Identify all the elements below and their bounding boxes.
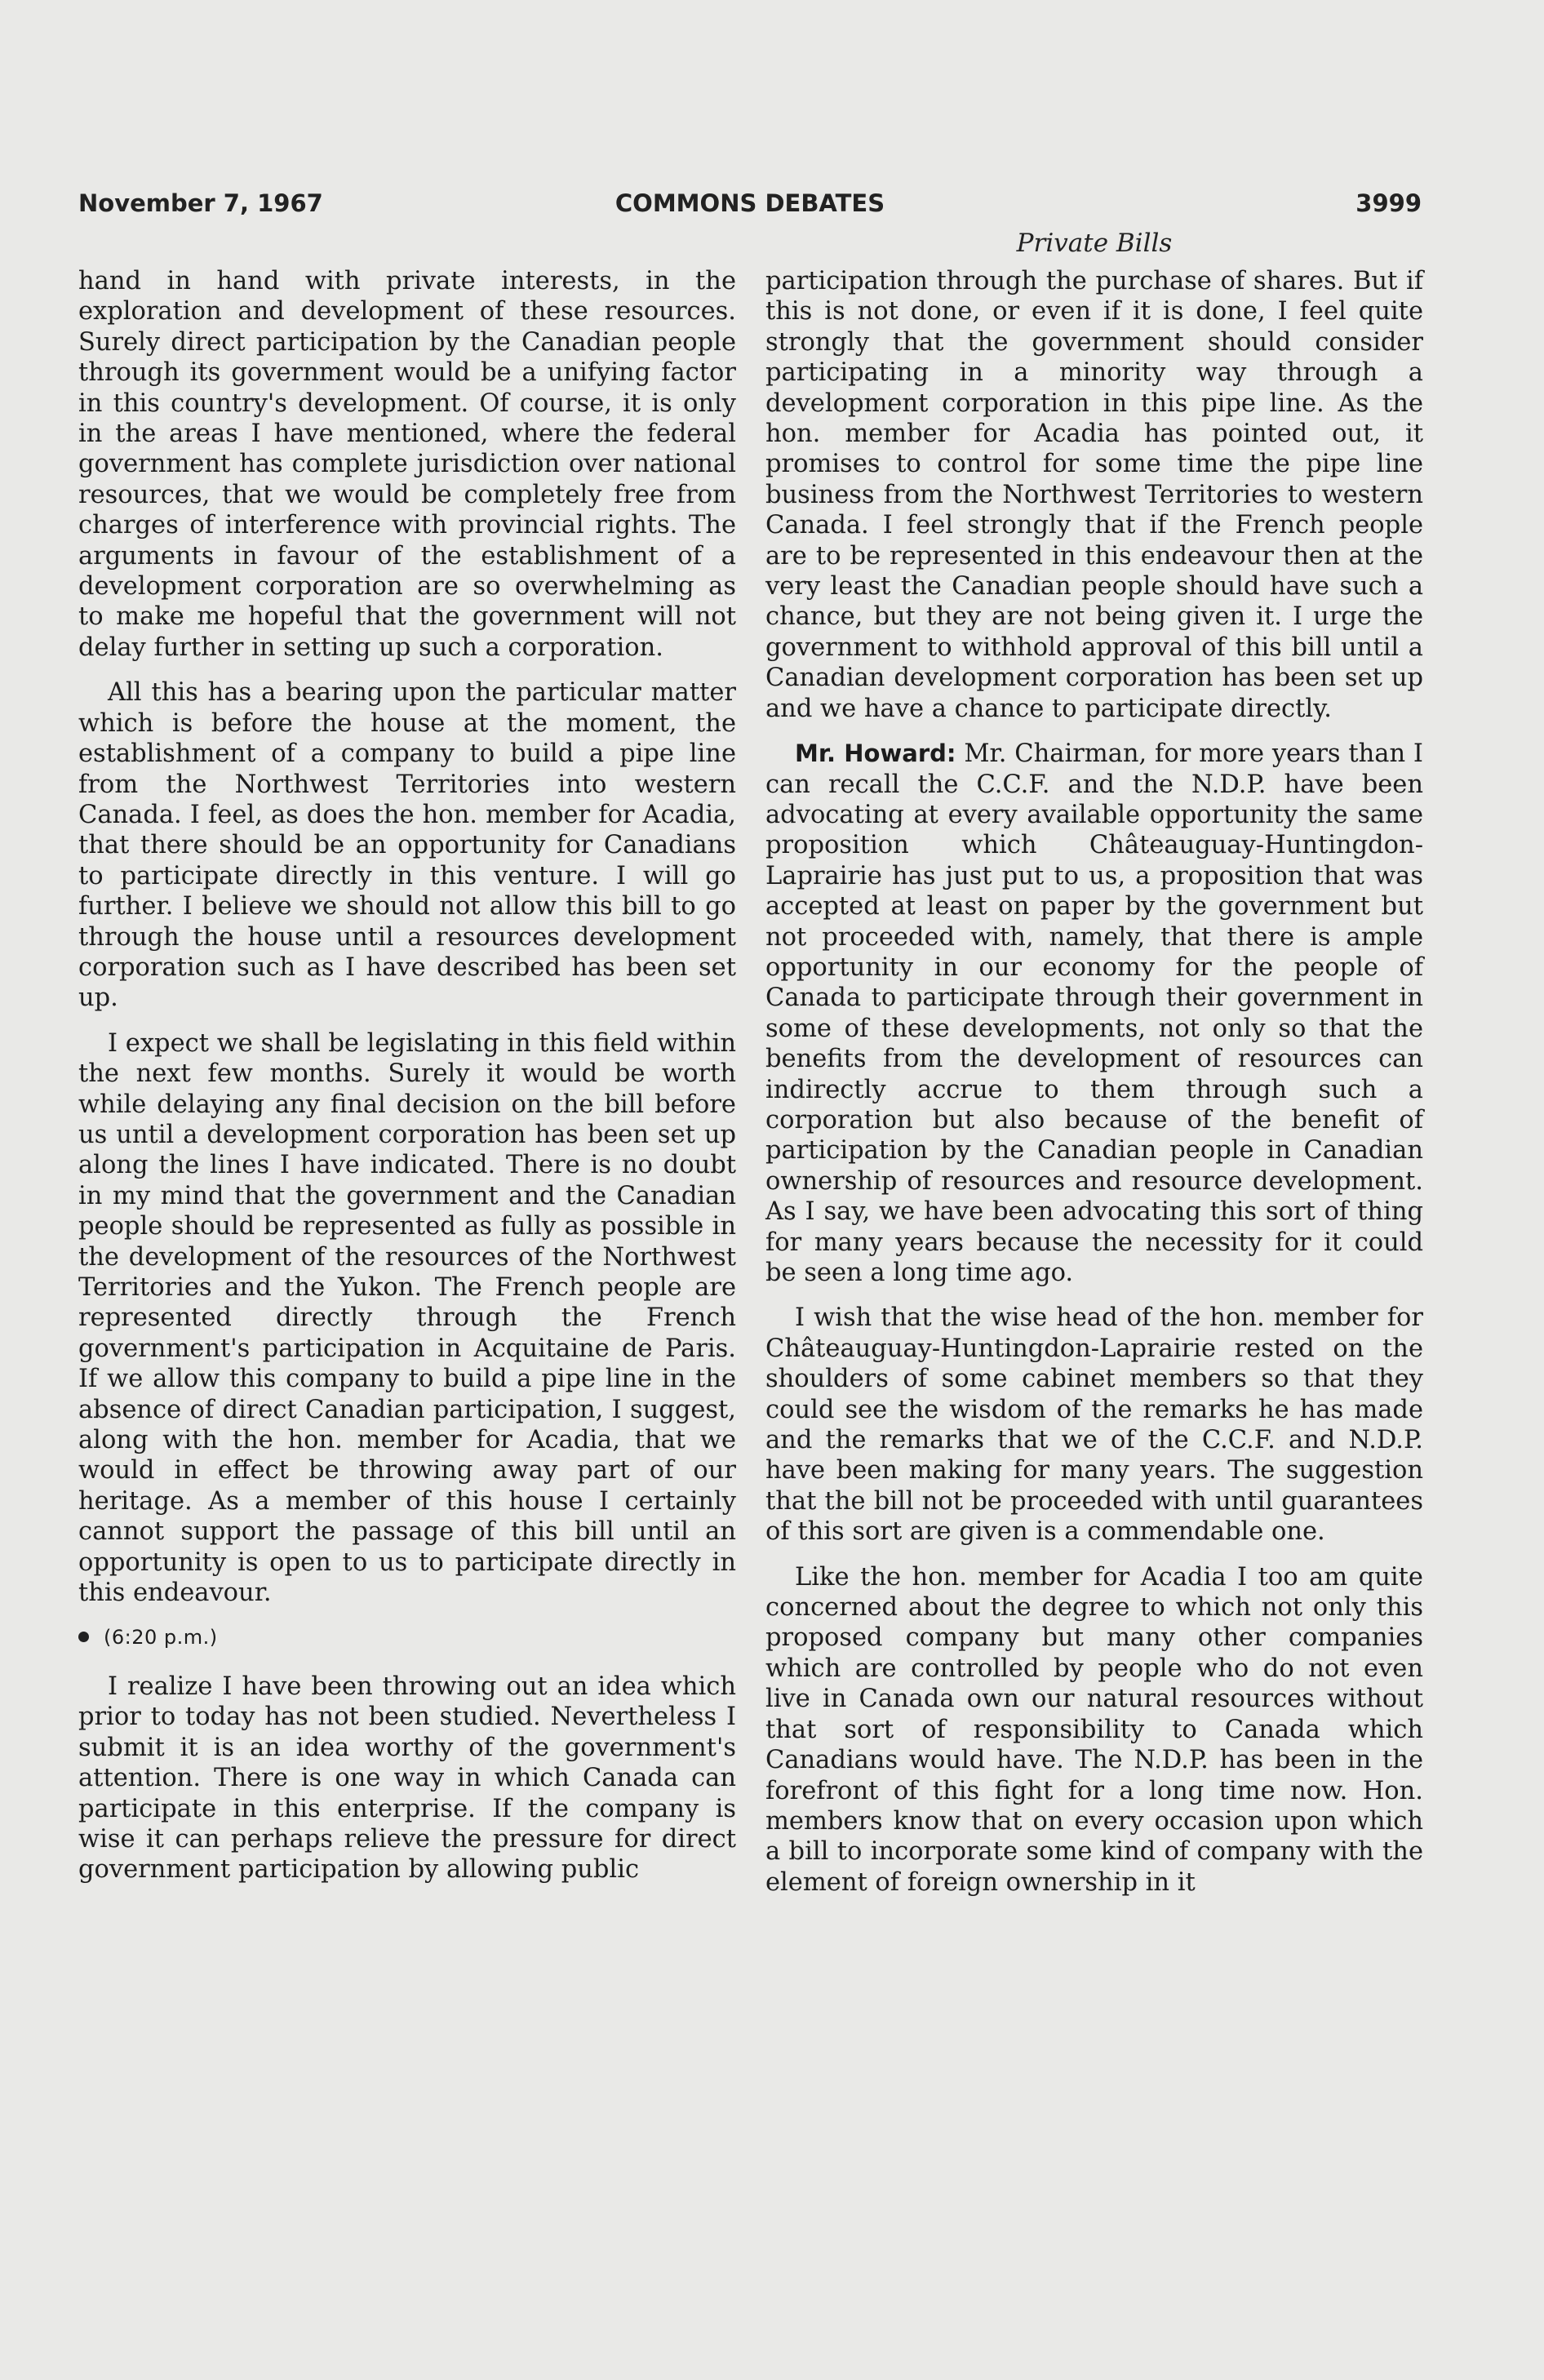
left-paragraph-3: I expect we shall be legislating in this field within the next few months. Surely it would be worth while delaying any final decision on the bill before us until a development corporation has been set up along the lines I have indicated. There is no doubt in my mind that the government and the Canadian people should be represented as fully as possible in the development of the resources of the Northwest Territories and the Yukon. The French people are represented directly through the French government's participation in Acquitaine de Paris. If we allow this company to build a pipe line in the absence of direct Canadian participation, I suggest, along with the hon. member for Acadia, that we would in effect be throwing away part of our heritage. As a member of this house I certainly cannot support the passage of this bill until an opportunity is open to us to participate directly in this endeavour. — [78, 1028, 736, 1608]
right-paragraph-3: I wish that the wise head of the hon. member for Châteauguay-Huntingdon-Laprairie rested on the shoulders of some cabinet members so that they could see the wisdom of the remarks he has made and the remarks that we of the C.C.F. and N.D.P. have been making for many years. The suggestion that the bill not be proceeded with until guarantees of this sort are given is a commendable one. — [765, 1303, 1423, 1547]
right-paragraph-4: Like the hon. member for Acadia I too am quite concerned about the degree to which not only this proposed company but many other companies which are controlled by people who do not even live in Canada own our natural resources without that sort of responsibility to Canada which Canadians would have. The N.D.P. has been in the forefront of this fight for a long time now. Hon. members know that on every occasion upon which a bill to incorporate some kind of company with the element of foreign ownership in it — [765, 1562, 1423, 1897]
right-column — [765, 266, 1423, 1912]
speech-text: Mr. Chairman, for more years than I can recall the C.C.F. and the N.D.P. have been advocating at every available opportunity the same proposition which Châteauguay-Huntingdon-Laprairie has just put to us, a proposition that was accepted at least on paper by the government but not proceeded with, namely, that there is ample opportunity in our economy for the people of Canada to participate through their government in some of these developments, not only so that the benefits from the development of resources can indirectly accrue to them through such a corporation but also because of the benefit of participation by the Canadian people in Canadian ownership of resources and resource development. As I say, we have been advocating this sort of thing for many years because the necessity for it could be seen a long time ago. — [765, 739, 1423, 1287]
section-title: Private Bills — [1016, 229, 1173, 258]
left-column — [78, 266, 736, 1900]
speech-paragraph — [765, 739, 1423, 1288]
left-paragraph-1: hand in hand with private interests, in the exploration and development of these resources. Surely direct participation by the Canadian people through its government would be a unifying factor in this country's development. Of course, it is only in the areas I have mentioned, where the federal government has complete jurisdiction over national resources, that we would be completely free from charges of interference with provincial rights. The arguments in favour of the establishment of a development corporation are so overwhelming as to make me hopeful that the government will not delay further in setting up such a corporation. — [78, 267, 736, 662]
page-header — [78, 189, 1422, 225]
timestamp-text: (6:20 p.m.) — [104, 1626, 218, 1650]
header-date: November 7, 1967 — [78, 189, 323, 217]
left-paragraph-4: I realize I have been throwing out an idea which prior to today has not been studied. Nevertheless I submit it is an idea worthy of the government's attention. There is one way in which Canada can participate in this enterprise. If the company is wise it can perhaps relieve the pressure for direct government participation by allowing public — [78, 1672, 736, 1885]
left-paragraph-2: All this has a bearing upon the particular matter which is before the house at the moment, the establishment of a company to build a pipe line from the Northwest Territories into western Canada. I feel, as does the hon. member for Acadia, that there should be an opportunity for Canadians to participate directly in this venture. I will go further. I believe we should not allow this bill to go through the house until a resources development corporation such as I have described has been set up. — [78, 678, 736, 1013]
header-journal-title: COMMONS DEBATES — [614, 189, 885, 217]
header-page-number: 3999 — [1355, 189, 1422, 217]
speaker-name: Mr. Howard: — [795, 739, 956, 768]
right-paragraph-1: participation through the purchase of shares. But if this is not done, or even if it is done, I feel quite strongly that the government should consider participating in a minority way through a development corporation in this pipe line. As the hon. member for Acadia has pointed out, it promises to control for some time the pipe line business from the Northwest Territories to western Canada. I feel strongly that if the French people are to be represented in this endeavour then at the very least the Canadian people should have such a chance, but they are not being given it. I urge the government to withhold approval of this bill until a Canadian development corporation has been set up and we have a chance to participate directly. — [765, 267, 1423, 723]
timestamp — [78, 1623, 736, 1653]
bullet-icon — [78, 1632, 89, 1642]
